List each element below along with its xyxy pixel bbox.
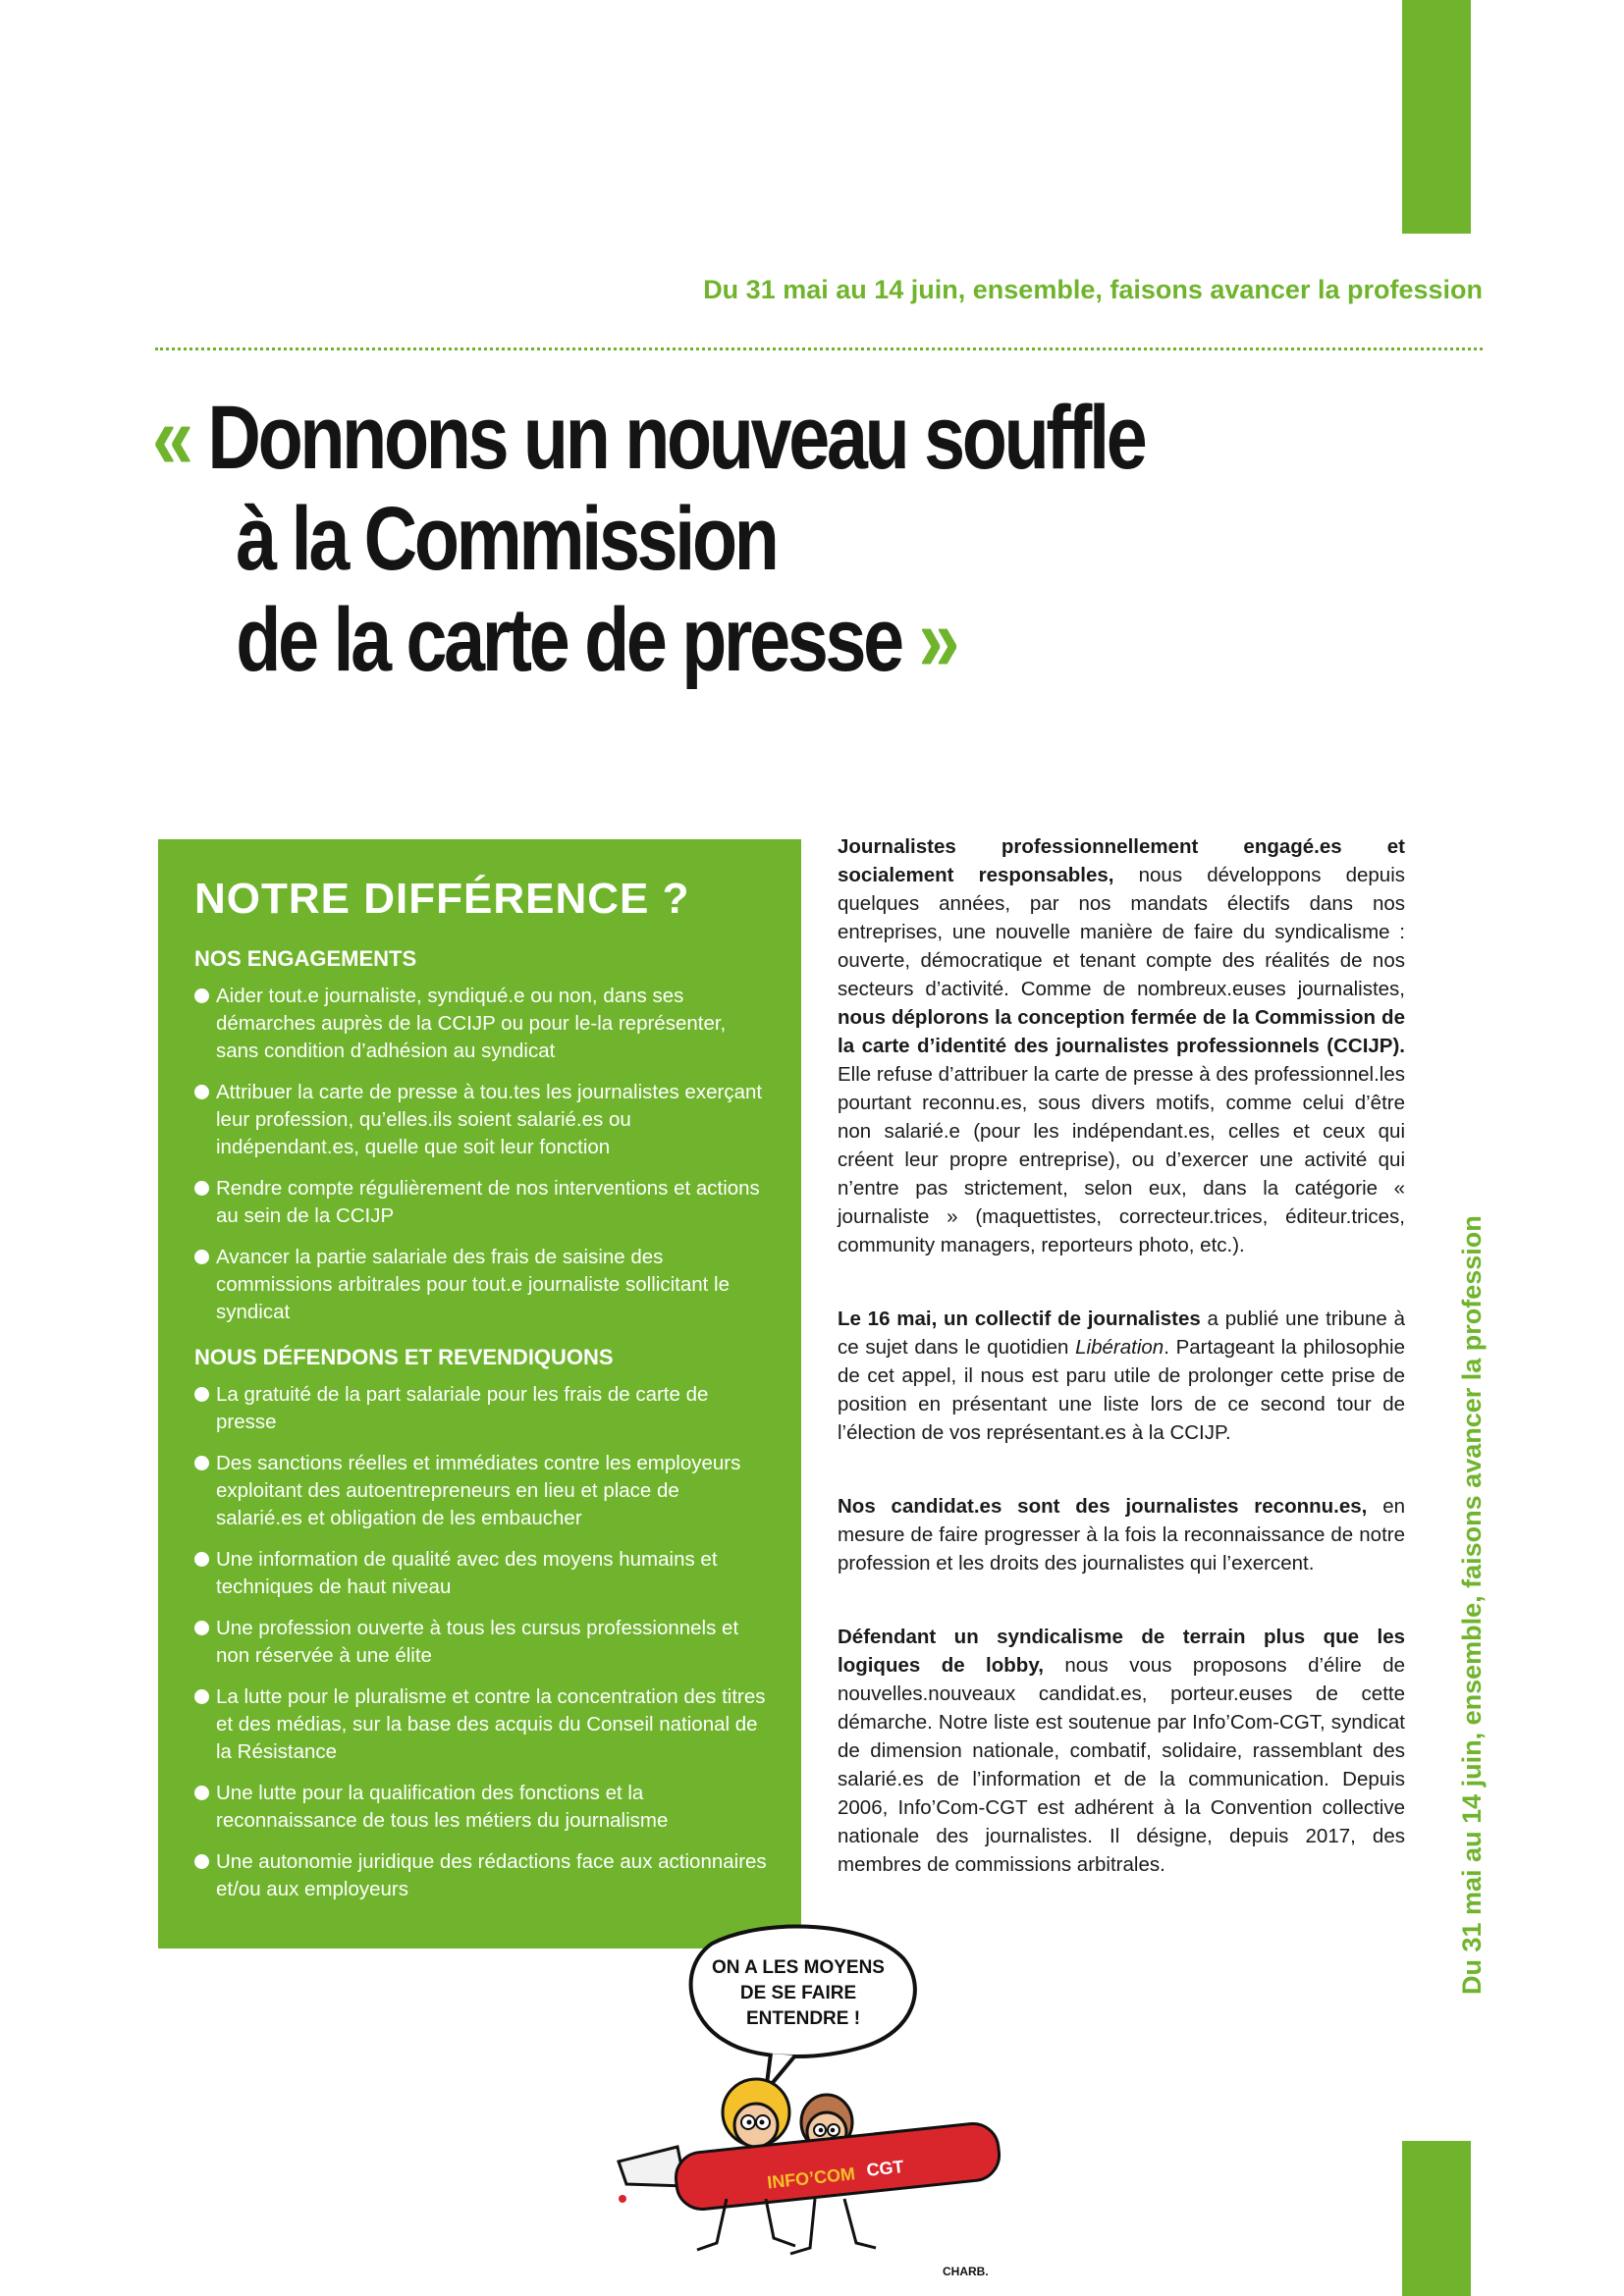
list-item — [194, 1175, 768, 1230]
list-item — [194, 1244, 768, 1326]
bullet-icon — [194, 1085, 209, 1099]
bold-lead: Le 16 mai, un collectif de journalistes — [838, 1308, 1201, 1330]
bullet-icon — [194, 1456, 209, 1470]
vertical-tagline: Du 31 mai au 14 juin, ensemble, faisons avancer la profession — [1457, 1215, 1487, 1995]
paragraph-candidats — [838, 1492, 1405, 1577]
engagements-list — [194, 983, 768, 1326]
green-tab-top — [1402, 0, 1471, 234]
body-text: Elle refuse d’attribuer la carte de presse à des professionnel.les pourtant reconnu.es, sous divers motifs, comme celui d’être non salarié.e (pour les indépendant.es, celles et ceux qui créent leur propre entreprise), ou d’exercer une activité qui n’entre pas strictement, selon eux, dans la catégorie « journaliste » (maquettistes, correcteur.trices, éditeur.trices, community managers, reporteurs photo, etc.). — [838, 1063, 1405, 1256]
title-line-2: à la Commission — [236, 489, 777, 589]
body-text: nous développons depuis quelques années, par nos mandats électifs dans nos entreprises, une nouvelle manière de faire du syndicalisme : ouverte, démocratique et tenant compte des réalités de nos secteurs d’activité. Comme de nombreux.euses journalistes, — [838, 864, 1406, 1000]
list-item — [194, 1546, 768, 1601]
list-item — [194, 983, 768, 1065]
list-item-text: Rendre compte régulièrement de nos interventions et actions au sein de la CCIJP — [216, 1177, 760, 1227]
bullet-icon — [194, 1786, 209, 1800]
list-item — [194, 1381, 768, 1436]
cartoon-illustration — [609, 1904, 1021, 2287]
paragraph-engagement — [838, 832, 1405, 1259]
list-item-text: Une information de qualité avec des moyens humains et techniques de haut niveau — [216, 1548, 718, 1598]
pen-label-1: INFO’COM — [766, 2163, 856, 2193]
bullet-icon — [194, 988, 209, 1003]
list-item-text: Attribuer la carte de presse à tou.tes les journalistes exerçant leur profession, qu’elles.ils soient salarié.es ou indépendant.es, quelle que soit leur fonction — [216, 1081, 763, 1158]
pen-label-2: CGT — [865, 2157, 905, 2180]
list-item-text: La lutte pour le pluralisme et contre la concentration des titres et des médias, sur la base des acquis du Conseil national de la Résistance — [216, 1685, 766, 1763]
list-item-text: La gratuité de la part salariale pour les frais de carte de presse — [216, 1383, 709, 1433]
revendiquons-list — [194, 1381, 768, 1903]
speech-line-3: ENTENDRE ! — [745, 2008, 861, 2029]
bullet-icon — [194, 1387, 209, 1402]
bullet-icon — [194, 1854, 209, 1869]
title-text-1: Donnons un nouveau souffle — [207, 388, 1145, 488]
title-line-1 — [152, 388, 1279, 489]
list-item — [194, 1683, 768, 1766]
bold-lead: nous déplorons la conception fermée de la Commission de la carte d’identité des journalistes professionnels (CCIJP). — [838, 1006, 1405, 1057]
revendiquons-title: NOUS DÉFENDONS ET REVENDIQUONS — [194, 1345, 614, 1369]
list-item-text: Une autonomie juridique des rédactions face aux actionnaires et/ou aux employeurs — [216, 1850, 767, 1900]
list-item-text: Avancer la partie salariale des frais de saisine des commissions arbitrales pour tout.e journaliste sollicitant le syndicat — [216, 1246, 730, 1323]
bullet-icon — [194, 1250, 209, 1264]
speech-line-1: ON A LES MOYENS — [712, 1957, 885, 1978]
difference-box — [158, 839, 801, 1949]
list-item — [194, 1615, 768, 1670]
body-text: a publié une tribune à ce sujet dans le quotidien — [838, 1308, 1405, 1359]
body-text: en mesure de faire progresser à la fois la reconnaissance de notre profession et les droits des journalistes qui l’exercent. — [838, 1495, 1406, 1575]
list-item — [194, 1780, 768, 1835]
speech-bubble — [691, 1926, 915, 2091]
list-item — [194, 1848, 768, 1903]
bullet-icon — [194, 1181, 209, 1196]
publication-name: Libération — [1075, 1336, 1164, 1359]
bullet-icon — [194, 1621, 209, 1635]
engagements-title: NOS ENGAGEMENTS — [194, 946, 417, 971]
main-column — [838, 832, 1405, 1924]
list-item-text: Des sanctions réelles et immédiates contre les employeurs exploitant des autoentrepreneurs en lieu et place de salarié.es et obligation de les embaucher — [216, 1452, 741, 1529]
body-text: nous vous proposons d’élire de nouvelles.nouveaux candidat.es, porteur.euses de cette démarche. Notre liste est soutenue par Info’Com-CGT, syndicat de dimension nationale, combatif, solidaire, rassemblant des salarié.es de l’information et de la communication. Depuis 2006, Info’Com-CGT est adhérent à la Convention collective nationale des journalistes. Il désigne, depuis 2017, des membres de commissions arbitrales. — [838, 1654, 1405, 1876]
list-item-text: Une lutte pour la qualification des fonctions et la reconnaissance de tous les métiers du journalisme — [216, 1782, 669, 1832]
list-item — [194, 1450, 768, 1532]
dotted-divider — [155, 347, 1483, 350]
open-quote: « — [152, 388, 190, 488]
page-title — [152, 388, 1279, 691]
bold-lead: Nos candidat.es sont des journalistes reconnu.es, — [838, 1495, 1368, 1518]
close-quote: » — [918, 590, 957, 690]
tagline: Du 31 mai au 14 juin, ensemble, faisons avancer la profession — [703, 275, 1483, 304]
list-item-text: Aider tout.e journaliste, syndiqué.e ou non, dans ses démarches auprès de la CCIJP ou pour le-la représenter, sans condition d’adhésion au syndicat — [216, 985, 727, 1062]
character-legs — [697, 2199, 876, 2254]
green-tab-bottom — [1402, 2141, 1471, 2296]
paragraph-syndicalisme — [838, 1623, 1405, 1879]
bullet-icon — [194, 1552, 209, 1567]
body-text: . Partageant la philosophie de cet appel, il nous est paru utile de prolonger cette prise de position en présentant une liste lors de ce second tour de l’élection de vos représentant.es à la CCIJP. — [838, 1336, 1405, 1444]
title-line-3 — [152, 590, 1279, 691]
bold-lead: Journalistes professionnellement engagé.es et socialement responsables, — [838, 835, 1405, 886]
paragraph-collectif — [838, 1305, 1405, 1447]
signature: CHARB. — [943, 2265, 989, 2278]
bullet-icon — [194, 1689, 209, 1704]
list-item-text: Une profession ouverte à tous les cursus professionnels et non réservée à une élite — [216, 1617, 739, 1667]
bold-lead: Défendant un syndicalisme de terrain plus que les logiques de lobby, — [838, 1626, 1405, 1677]
speech-line-2: DE SE FAIRE — [739, 1983, 857, 2003]
title-text-3: de la carte de presse — [236, 590, 901, 690]
list-item — [194, 1079, 768, 1161]
character-blonde — [723, 2079, 789, 2147]
difference-heading: NOTRE DIFFÉRENCE ? — [194, 875, 690, 923]
